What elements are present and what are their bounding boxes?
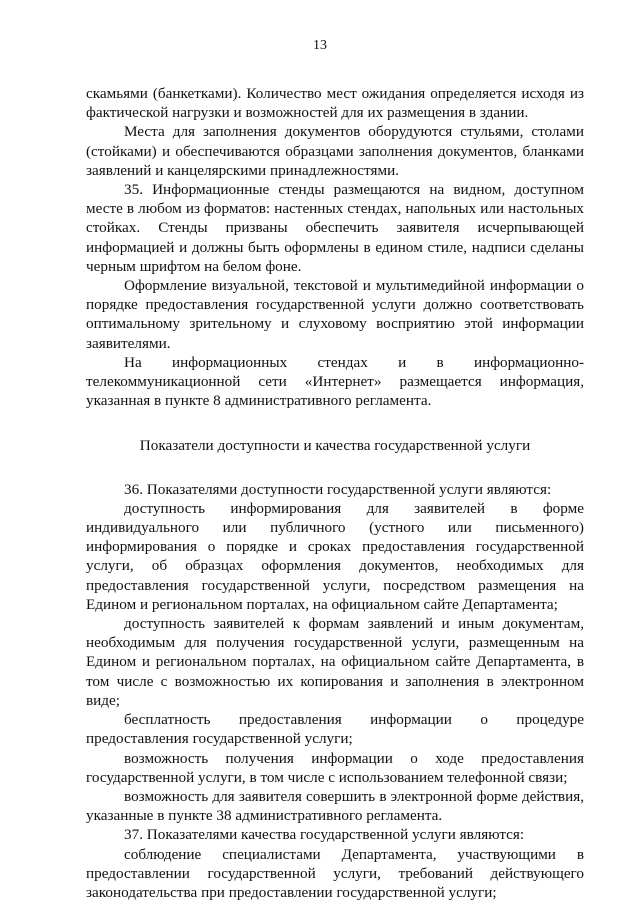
document-body [86, 84, 584, 902]
paragraph: 37. Показателями качества государственной услуги являются: [124, 826, 525, 844]
paragraph: бесплатность предоставления информации о процедуре предоставления государственной услуги; [86, 711, 584, 748]
page-number: 13 [313, 38, 327, 53]
section-heading: Показатели доступности и качества государственной услуги [139, 437, 531, 455]
paragraph: Места для заполнения документов оборудуются стульями, столами (стойками) и обеспечиваются образцами заполнения документов, бланками заявлений и канцелярскими принадлежностями. [86, 123, 584, 179]
paragraphs-before-heading [86, 84, 584, 410]
paragraph: 35. Информационные стенды размещаются на видном, доступном месте в любом из форматов: настенных стендах, напольных или настольных стойках. Стенды призваны обеспечить заявителя исчерпывающей информацией и должны быть оформлены в едином стиле, надписи сделаны черным шрифтом на белом фоне. [86, 181, 584, 275]
paragraph: 36. Показателями доступности государственной услуги являются: [124, 480, 552, 498]
paragraph: возможность получения информации о ходе предоставления государственной услуги, в том числе с использованием телефонной связи; [86, 749, 584, 786]
paragraph: доступность информирования для заявителей в форме индивидуального или публичного (устного или письменного) информирования о порядке и сроках предоставления государственной услуги, об образцах оформления документов, необходимых для предоставления государственной услуги, посредством размещения на Едином и региональном порталах, на официальном сайте Департамента; [86, 499, 584, 613]
paragraphs-after-heading [86, 480, 584, 902]
paragraph: На информационных стендах и в информационно-телекоммуникационной сети «Интернет» размещается информация, указанная в пункте 8 административного регламента. [86, 353, 584, 410]
paragraph: доступность заявителей к формам заявлений и иным документам, необходимым для получения государственной услуги, размещенным на Едином и региональном порталах, на официальном сайте Департамента, в том числе с возможностью их копирования и заполнения в электронном виде; [86, 615, 584, 709]
paragraph: Оформление визуальной, текстовой и мультимедийной информации о порядке предоставления государственной услуги должно соответствовать оптимальному зрительному и слуховому восприятию этой информации заявителями. [86, 277, 584, 352]
paragraph: возможность для заявителя совершить в электронной форме действия, указанные в пункте 38 административного регламента. [86, 787, 584, 825]
paragraph: скамьями (банкетками). Количество мест ожидания определяется исходя из фактической нагрузки и возможностей для их размещения в здании. [86, 85, 584, 122]
paragraph: соблюдение специалистами Департамента, участвующими в предоставлении государственной услуги, требований действующего законодательства при предоставлении государственной услуги; [86, 845, 584, 901]
